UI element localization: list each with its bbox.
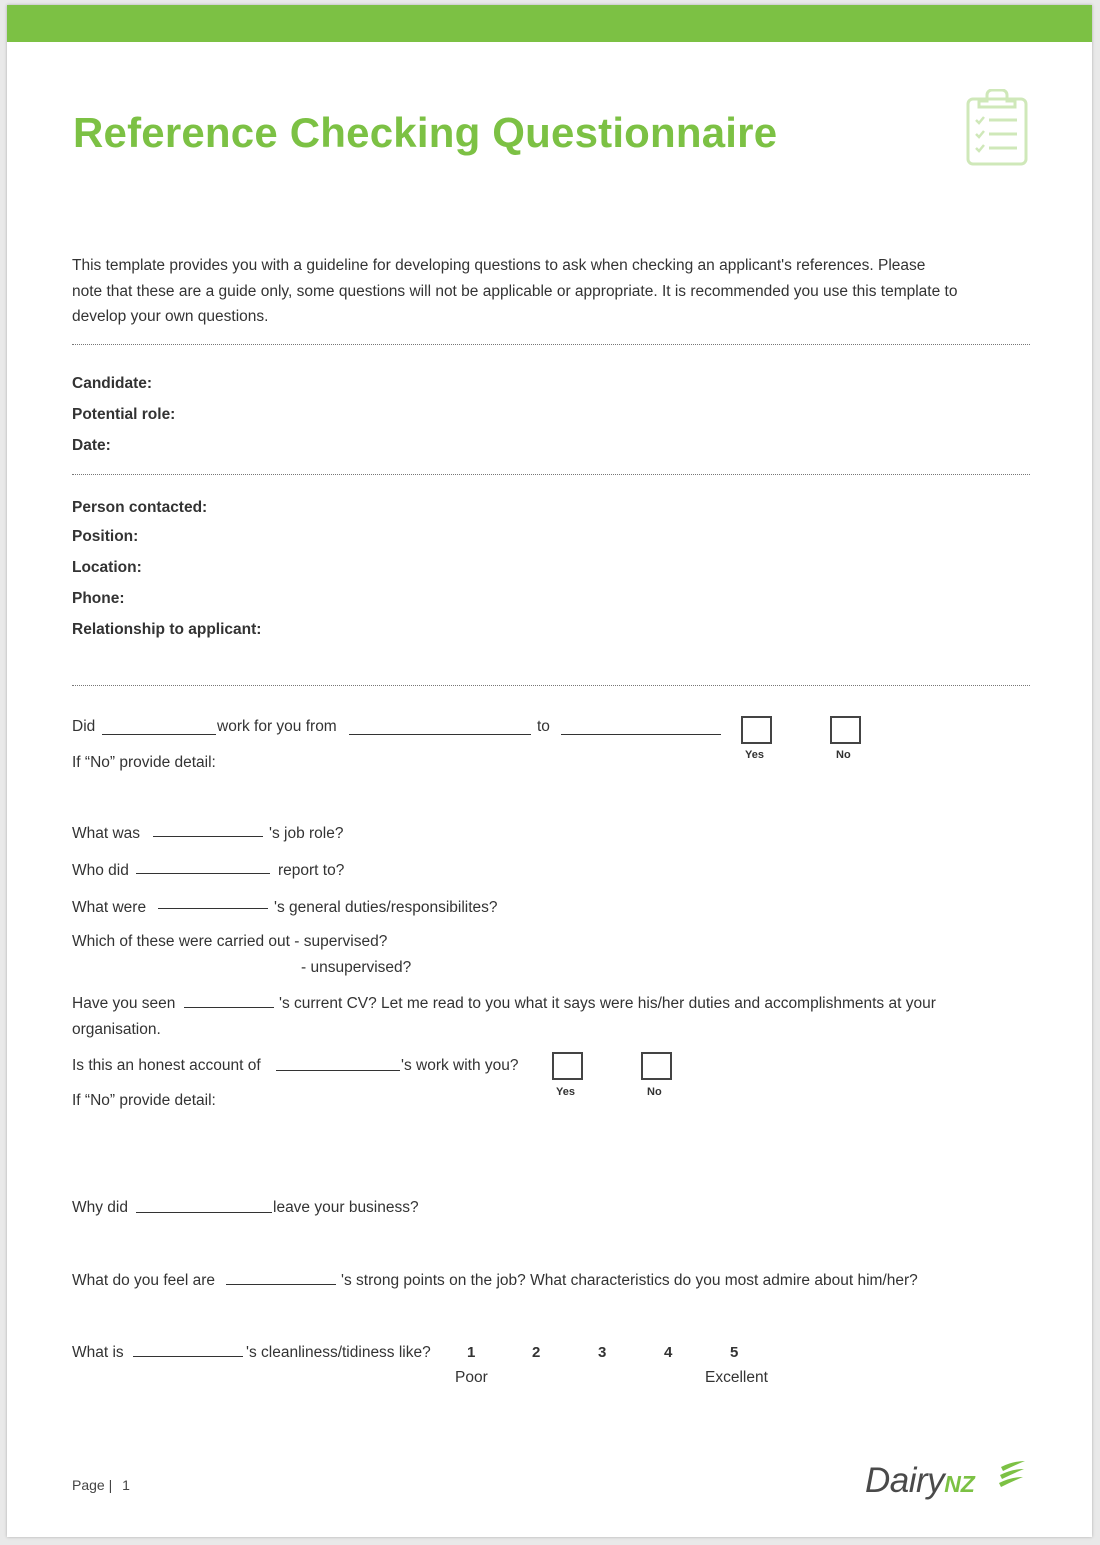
intro-line-3: develop your own questions. bbox=[72, 308, 269, 325]
no-checkbox[interactable] bbox=[641, 1052, 672, 1080]
q7-text-work-with-you: 's work with you? bbox=[401, 1057, 519, 1074]
page-title: Reference Checking Questionnaire bbox=[73, 109, 778, 156]
phone-label: Phone: bbox=[72, 590, 125, 607]
grass-leaf-icon bbox=[997, 1459, 1027, 1491]
q10-text-what-is: What is bbox=[72, 1344, 124, 1361]
q8-text-leave-business: leave your business? bbox=[273, 1199, 419, 1216]
logo-text-dairy: Dairy bbox=[865, 1461, 945, 1500]
name-blank[interactable] bbox=[184, 1007, 274, 1008]
relationship-label: Relationship to applicant: bbox=[72, 621, 262, 638]
from-date-blank[interactable] bbox=[349, 734, 531, 735]
name-blank[interactable] bbox=[158, 908, 268, 909]
q6-text-have-you-seen: Have you seen bbox=[72, 995, 176, 1012]
intro-line-2: note that these are a guide only, some questions will not be applicable or appropriate. It is recommended you use this template to bbox=[72, 282, 958, 300]
yes-checkbox-label: Yes bbox=[556, 1086, 575, 1098]
name-blank[interactable] bbox=[153, 836, 263, 837]
position-label: Position: bbox=[72, 528, 139, 545]
to-date-blank[interactable] bbox=[561, 734, 721, 735]
q3-text-who-did: Who did bbox=[72, 862, 129, 879]
q6-text-organisation: organisation. bbox=[72, 1021, 161, 1038]
q7-text-honest-account: Is this an honest account of bbox=[72, 1057, 261, 1074]
rating-high-label: Excellent bbox=[705, 1369, 768, 1386]
q1-text-did: Did bbox=[72, 718, 96, 735]
q4-text-duties: 's general duties/responsibilites? bbox=[274, 899, 498, 916]
name-blank[interactable] bbox=[102, 734, 216, 735]
page-label: Page | bbox=[72, 1477, 113, 1493]
name-blank[interactable] bbox=[276, 1070, 400, 1071]
intro-paragraph bbox=[72, 253, 1027, 330]
person-contacted-label: Person contacted: bbox=[72, 499, 208, 516]
if-no-detail-text: If “No” provide detail: bbox=[72, 1092, 216, 1109]
intro-line-1: This template provides you with a guideline for developing questions to ask when checking an applicant's references. Please bbox=[72, 257, 926, 274]
rating-2[interactable]: 2 bbox=[532, 1344, 541, 1361]
yes-checkbox-label: Yes bbox=[745, 749, 764, 761]
location-label: Location: bbox=[72, 559, 142, 576]
q10-text-cleanliness: 's cleanliness/tidiness like? bbox=[246, 1344, 431, 1361]
document-page bbox=[7, 5, 1092, 1537]
q5-text-unsupervised: - unsupervised? bbox=[301, 959, 412, 976]
page-number-value: 1 bbox=[122, 1477, 130, 1493]
rating-1[interactable]: 1 bbox=[467, 1344, 476, 1361]
rating-4[interactable]: 4 bbox=[664, 1344, 673, 1361]
name-blank[interactable] bbox=[133, 1356, 243, 1357]
q5-text-supervised: Which of these were carried out - supervised? bbox=[72, 933, 388, 950]
dotted-divider bbox=[72, 474, 1030, 475]
q3-text-report-to: report to? bbox=[278, 862, 345, 879]
dotted-divider bbox=[72, 344, 1030, 345]
name-blank[interactable] bbox=[136, 1212, 272, 1213]
rating-3[interactable]: 3 bbox=[598, 1344, 607, 1361]
dotted-divider bbox=[72, 685, 1030, 686]
q2-text-job-role: 's job role? bbox=[269, 825, 344, 842]
yes-checkbox[interactable] bbox=[741, 716, 772, 744]
header-accent-bar bbox=[7, 5, 1092, 42]
rating-5[interactable]: 5 bbox=[730, 1344, 739, 1361]
no-checkbox-label: No bbox=[647, 1086, 662, 1098]
date-label: Date: bbox=[72, 437, 111, 454]
q9-text-strong-points: 's strong points on the job? What characteristics do you most admire about him/her? bbox=[341, 1272, 918, 1289]
logo-text-nz: NZ bbox=[944, 1471, 975, 1497]
name-blank[interactable] bbox=[226, 1284, 336, 1285]
q8-text-why-did: Why did bbox=[72, 1199, 128, 1216]
rating-low-label: Poor bbox=[455, 1369, 488, 1386]
clipboard-checklist-icon bbox=[965, 89, 1029, 167]
q6-text-current-cv: 's current CV? Let me read to you what it says were his/her duties and accomplishments at your bbox=[279, 995, 936, 1012]
no-checkbox[interactable] bbox=[830, 716, 861, 744]
name-blank[interactable] bbox=[136, 873, 270, 874]
if-no-detail-text: If “No” provide detail: bbox=[72, 754, 216, 771]
potential-role-label: Potential role: bbox=[72, 406, 176, 423]
q4-text-what-were: What were bbox=[72, 899, 147, 916]
yes-checkbox[interactable] bbox=[552, 1052, 583, 1080]
candidate-label: Candidate: bbox=[72, 375, 153, 392]
q2-text-what-was: What was bbox=[72, 825, 141, 842]
dairynz-logo bbox=[865, 1461, 975, 1501]
q9-text-what-do-you-feel: What do you feel are bbox=[72, 1272, 216, 1289]
no-checkbox-label: No bbox=[836, 749, 851, 761]
q1-text-to: to bbox=[537, 718, 550, 735]
q1-text-work-from: work for you from bbox=[217, 718, 337, 735]
page-number bbox=[72, 1477, 130, 1493]
